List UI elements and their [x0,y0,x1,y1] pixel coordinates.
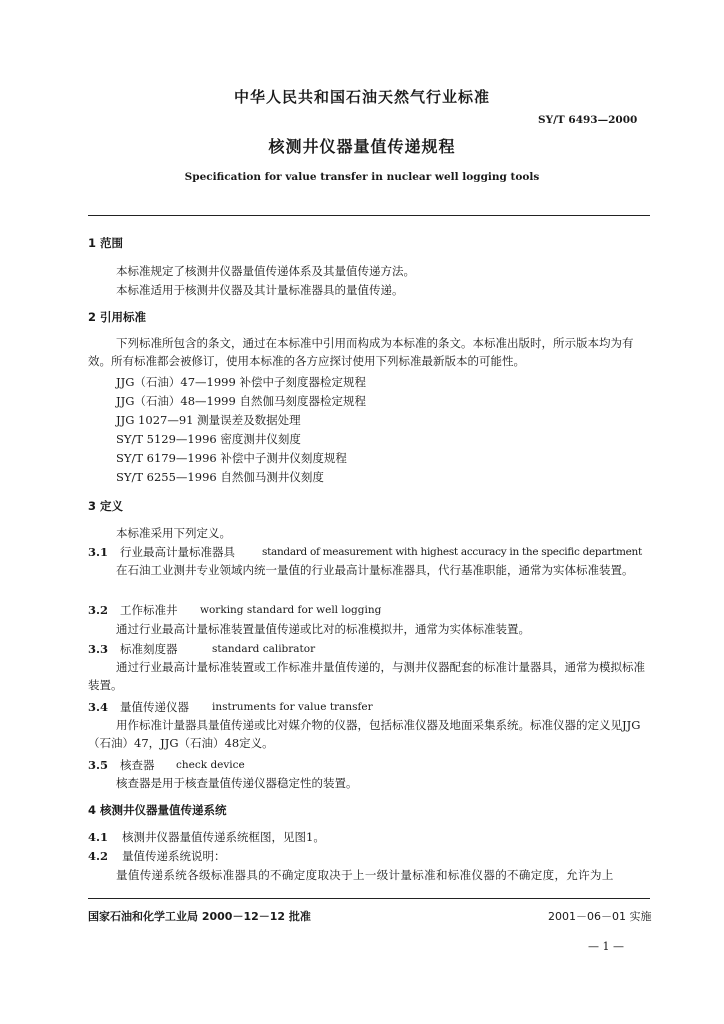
definition-3-3-term: 标准刻度器 [120,642,178,656]
definition-3-1-body: 在石油工业测井专业领域内统一量值的行业最高计量标准器具，代行基准职能，通常为实体标准装置。 [116,563,634,577]
section-3-intro: 本标准采用下列定义。 [116,526,231,540]
section-2-heading: 2 引用标准 [88,310,147,324]
definition-3-1-term: 行业最高计量标准器具 [120,545,235,559]
definition-3-5-number: 3.5 [88,758,109,772]
definition-3-3-body: 通过行业最高计量标准装置或工作标准井量值传递的，与测井仪器配套的标准计量器具，通常为模拟标准装置。 [88,660,645,692]
definition-3-2-body: 通过行业最高计量标准装置量值传递或比对的标准模拟井，通常为实体标准装置。 [116,622,530,636]
definition-3-3-number: 3.3 [88,642,109,656]
definition-3-4-body: 用作标准计量器具量值传递或比对媒介物的仪器，包括标准仪器及地面采集系统。标准仪器的定义见JJG（石油）47，JJG（石油）48定义。 [88,718,641,750]
definition-3-2-term: 工作标准井 [120,603,178,617]
item-4-2-number: 4.2 [88,849,109,863]
section-3-heading: 3 定义 [88,499,124,513]
definition-3-5-term: 核查器 [120,758,155,772]
page-number: — 1 — [588,940,624,953]
definition-3-1-number: 3.1 [88,545,109,559]
definition-3-4-english: instruments for value transfer [212,701,373,713]
reference-item: JJG 1027—91 测量误差及数据处理 [116,413,301,427]
implementation-date: 2001－06－01 实施 [548,910,652,923]
definition-3-2-number: 3.2 [88,603,109,617]
section-1-para-1: 本标准规定了核测井仪器量值传递体系及其量值传递方法。 [116,264,415,278]
reference-item: JJG（石油）47—1999 补偿中子刻度器检定规程 [116,375,366,389]
reference-item: SY/T 6255—1996 自然伽马测井仪刻度 [116,470,324,484]
item-4-2-text: 量值传递系统说明： [122,849,226,863]
definition-3-3-english: standard calibrator [212,643,316,655]
definition-3-2-english: working standard for well logging [200,604,382,616]
definition-3-4-number: 3.4 [88,700,109,714]
section-4-heading: 4 核测井仪器量值传递系统 [88,803,227,817]
definition-3-4-term: 量值传递仪器 [120,700,189,714]
industry-title: 中华人民共和国石油天然气行业标准 [233,88,490,106]
reference-item: SY/T 6179—1996 补偿中子测井仪刻度规程 [116,451,347,465]
section-1-para-2: 本标准适用于核测井仪器及其计量标准器具的量值传递。 [116,283,404,297]
item-4-1-text: 核测井仪器量值传递系统框图，见图1。 [122,830,325,844]
footer-divider [88,898,650,899]
header-divider [88,215,650,216]
section-1-heading: 1 范围 [88,236,124,250]
reference-item: JJG（石油）48—1999 自然伽马刻度器检定规程 [116,394,366,408]
document-title-cn: 核测井仪器量值传递规程 [268,137,456,156]
definition-3-1-english: standard of measurement with highest accuracy in the specific department [262,546,642,558]
section-2-para: 下列标准所包含的条文，通过在本标准中引用而构成为本标准的条文。本标准出版时，所示版本均为有效。所有标准都会被修订，使用本标准的各方应探讨使用下列标准最新版本的可能性。 [88,336,634,368]
item-4-1-number: 4.1 [88,830,109,844]
reference-item: SY/T 5129—1996 密度测井仪刻度 [116,432,301,446]
definition-3-5-english: check device [176,759,245,771]
definition-3-5-body: 核查器是用于核查量值传递仪器稳定性的装置。 [116,776,358,790]
standard-number: SY/T 6493—2000 [538,114,638,126]
document-title-en: Specification for value transfer in nuclear well logging tools [184,171,540,183]
approval-line: 国家石油和化学工业局 2000－12－12 批准 [88,910,311,923]
item-4-2-body: 量值传递系统各级标准器具的不确定度取决于上一级计量标准和标准仪器的不确定度，允许为上 [116,868,614,882]
